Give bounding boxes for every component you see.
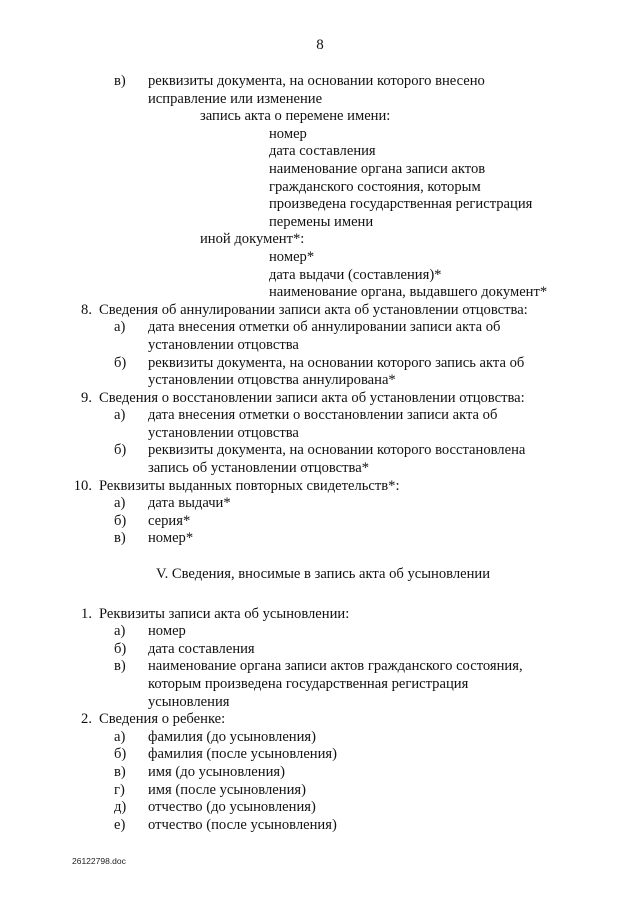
subitem-marker: а) [114, 319, 126, 336]
subitem-text: номер [148, 623, 186, 640]
subitem-marker: а) [114, 407, 126, 424]
item-8 [0, 302, 640, 390]
block-label: иной документ*: [200, 231, 305, 248]
item-9 [0, 390, 640, 478]
subitem-text: серия* [148, 512, 191, 529]
subitem-text: установлении отцовства [148, 424, 299, 441]
section-v-item-1 [0, 606, 640, 712]
subitem-text: установлении отцовства [148, 336, 299, 353]
subitem-marker: в) [114, 73, 126, 89]
subitem-marker: б) [114, 746, 127, 763]
list-item: номер* [269, 248, 315, 265]
subitem-marker: в) [114, 530, 126, 547]
subitem-marker: б) [114, 442, 127, 459]
list-item: гражданского состояния, которым [269, 178, 481, 195]
subitem-marker: а) [114, 495, 126, 512]
list-item: наименование органа, выдавшего документ* [269, 284, 548, 301]
subitem-marker: а) [114, 728, 126, 745]
subitem-marker: в) [114, 763, 126, 780]
subitem-text: дата составления [148, 640, 255, 657]
subitem-marker: д) [114, 799, 127, 816]
subitem-text: дата внесения отметки об аннулировании записи акта об [148, 319, 501, 336]
subitem-text: отчество (после усыновления) [148, 816, 337, 833]
item-title: Сведения о восстановлении записи акта об установлении отцовства: [99, 389, 525, 406]
item-title: Реквизиты выданных повторных свидетельств*: [99, 477, 400, 494]
item-number: 2. [81, 711, 92, 728]
item-number: 1. [81, 605, 92, 622]
subitem-text: реквизиты документа, на основании которого внесено [148, 73, 485, 89]
subitem-text: дата выдачи* [148, 495, 231, 512]
subitem-text: наименование органа записи актов гражданского состояния, [148, 658, 523, 675]
subitem-text: дата внесения отметки о восстановлении записи акта об [148, 407, 498, 424]
block-label: запись акта о перемене имени: [200, 108, 391, 125]
subitem-text: запись об установлении отцовства* [148, 460, 369, 477]
zapis-akta-block [0, 108, 640, 231]
list-item: дата составления [269, 143, 376, 160]
inoy-doc-block [0, 231, 640, 301]
item-number: 10. [73, 477, 92, 494]
subitem-text: реквизиты документа, на основании которого запись акта об [148, 354, 525, 371]
list-item: перемены имени [269, 213, 374, 230]
subitem-marker: в) [114, 658, 126, 675]
list-item: наименование органа записи актов [269, 160, 486, 177]
list-item: произведена государственная регистрация [269, 196, 533, 213]
item-10 [0, 478, 640, 548]
item-v-block [0, 73, 640, 108]
subitem-text: фамилия (до усыновления) [148, 728, 316, 745]
list-item: дата выдачи (составления)* [269, 266, 442, 283]
subitem-text: усыновления [148, 693, 230, 710]
subitem-marker: б) [114, 640, 127, 657]
item-number: 9. [81, 389, 92, 406]
subitem-text: исправление или изменение [148, 90, 323, 107]
subitem-text: отчество (до усыновления) [148, 799, 316, 816]
subitem-marker: б) [114, 354, 127, 371]
subitem-marker: е) [114, 816, 126, 833]
list-item: номер [269, 125, 307, 142]
section-v-item-2 [0, 711, 640, 834]
subitem-text: номер* [148, 530, 194, 547]
subitem-text: установлении отцовства аннулирована* [148, 372, 396, 389]
subitem-text: фамилия (после усыновления) [148, 746, 337, 763]
subitem-text: имя (до усыновления) [148, 763, 285, 780]
item-title: Реквизиты записи акта об усыновлении: [99, 605, 350, 622]
subitem-marker: б) [114, 512, 127, 529]
subitem-text: реквизиты документа, на основании которого восстановлена [148, 442, 526, 459]
subitem-marker: а) [114, 623, 126, 640]
section-heading: V. Сведения, вносимые в запись акта об усыновлении [155, 566, 491, 583]
subitem-marker: г) [114, 781, 125, 798]
subitem-text: имя (после усыновления) [148, 781, 306, 798]
subitem-text: которым произведена государственная регистрация [148, 676, 469, 692]
item-number: 8. [81, 301, 92, 318]
footer-filename: 26122798.doc [72, 856, 126, 866]
document-body [0, 73, 640, 834]
page-number: 8 [316, 37, 324, 53]
item-title: Сведения о ребенке: [99, 711, 226, 728]
item-title: Сведения об аннулировании записи акта об установлении отцовства: [99, 301, 528, 318]
